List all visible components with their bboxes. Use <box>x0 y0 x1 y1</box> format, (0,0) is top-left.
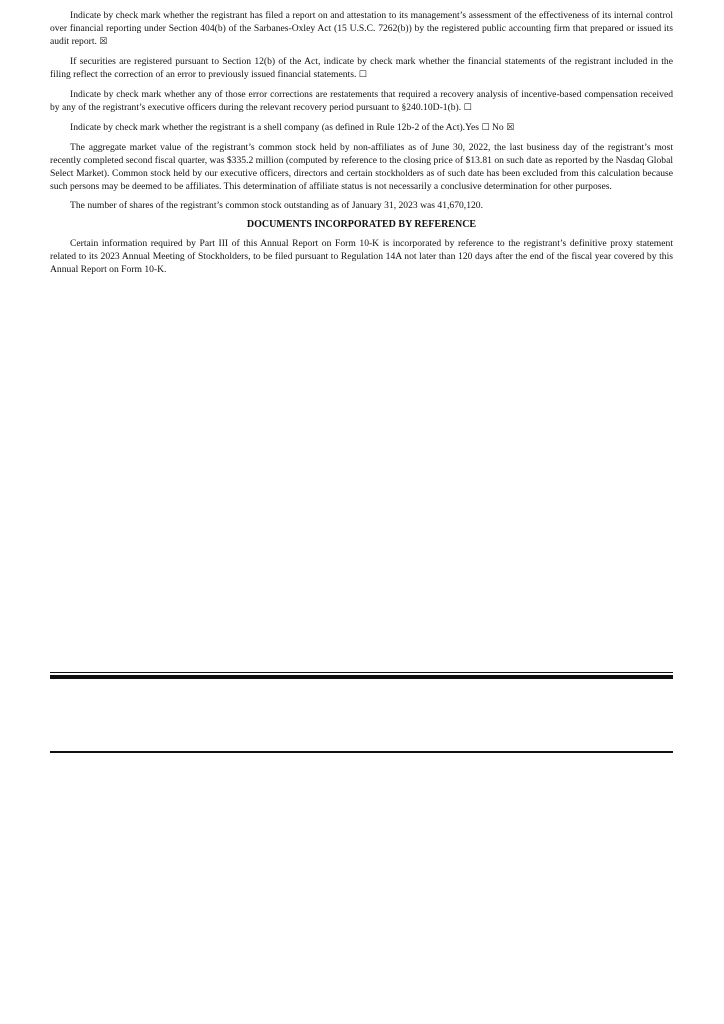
restatement-checkbox: ☐ <box>463 103 472 113</box>
shares-outstanding-paragraph: The number of shares of the registrant’s common stock outstanding as of January 31, 2023 was 41,670,120. <box>70 200 483 211</box>
shell-company-text: Indicate by check mark whether the registrant is a shell company (as defined in Rule 12b-2 of the Act). <box>70 122 466 133</box>
horizontal-rule-thin <box>50 672 673 673</box>
icfr-attestation-text: Indicate by check mark whether the registrant has filed a report on and attestation to its management’s assessment of the effectiveness of its internal control over financial reporting under Section 404(b) of the Sarbanes-Oxley Act (15 U.S.C. 7262(b)) by the registered public accounting firm that prepared or issued its audit report. <box>50 10 673 47</box>
error-correction-text: If securities are registered pursuant to Section 12(b) of the Act, indicate by check mark whether the financial statements of the registrant included in the filing reflect the correction of an error to previously issued financial statements. <box>50 56 673 80</box>
restatement-text: Indicate by check mark whether any of those error corrections are restatements that required a recovery analysis of incentive-based compensation received by any of the registrant’s executive officers during the relevant recovery period pursuant to §240.10D-1(b). <box>50 89 673 113</box>
error-correction-checkbox: ☐ <box>358 70 367 80</box>
restatement-paragraph <box>50 88 673 115</box>
horizontal-rule-bottom <box>50 751 673 753</box>
document-body <box>50 9 673 282</box>
shell-no-label: No <box>491 122 504 133</box>
market-value-paragraph: The aggregate market value of the registrant’s common stock held by non-affiliates as of June 30, 2022, the last business day of the registrant’s most recently completed second fiscal quarter, was $335.2 million (computed by reference to the closing price of $13.81 on such date as reported by the Nasdaq Global Select Market). Common stock held by our executive officers, directors and certain stockholders as of such date has been excluded from this calculation because such persons may be deemed to be affiliates. This determination of affiliate status is not necessarily a conclusive determination for other purposes. <box>50 142 673 192</box>
shell-yes-checkbox: ☐ <box>481 123 490 133</box>
documents-incorporated-paragraph: Certain information required by Part III of this Annual Report on Form 10-K is incorporated by reference to the registrant’s definitive proxy statement related to its 2023 Annual Meeting of Stockholders, to be filed pursuant to Regulation 14A not later than 120 days after the end of the fiscal year covered by this Annual Report on Form 10-K. <box>50 238 673 275</box>
icfr-attestation-checkbox: ☒ <box>99 37 108 47</box>
shell-no-checkbox: ☒ <box>506 123 515 133</box>
error-correction-paragraph <box>50 55 673 82</box>
icfr-attestation-paragraph <box>50 9 673 49</box>
horizontal-rule-thick <box>50 675 673 679</box>
shell-company-paragraph <box>50 121 673 135</box>
shell-yes-label: Yes <box>465 122 480 133</box>
documents-incorporated-heading: DOCUMENTS INCORPORATED BY REFERENCE <box>246 219 477 230</box>
